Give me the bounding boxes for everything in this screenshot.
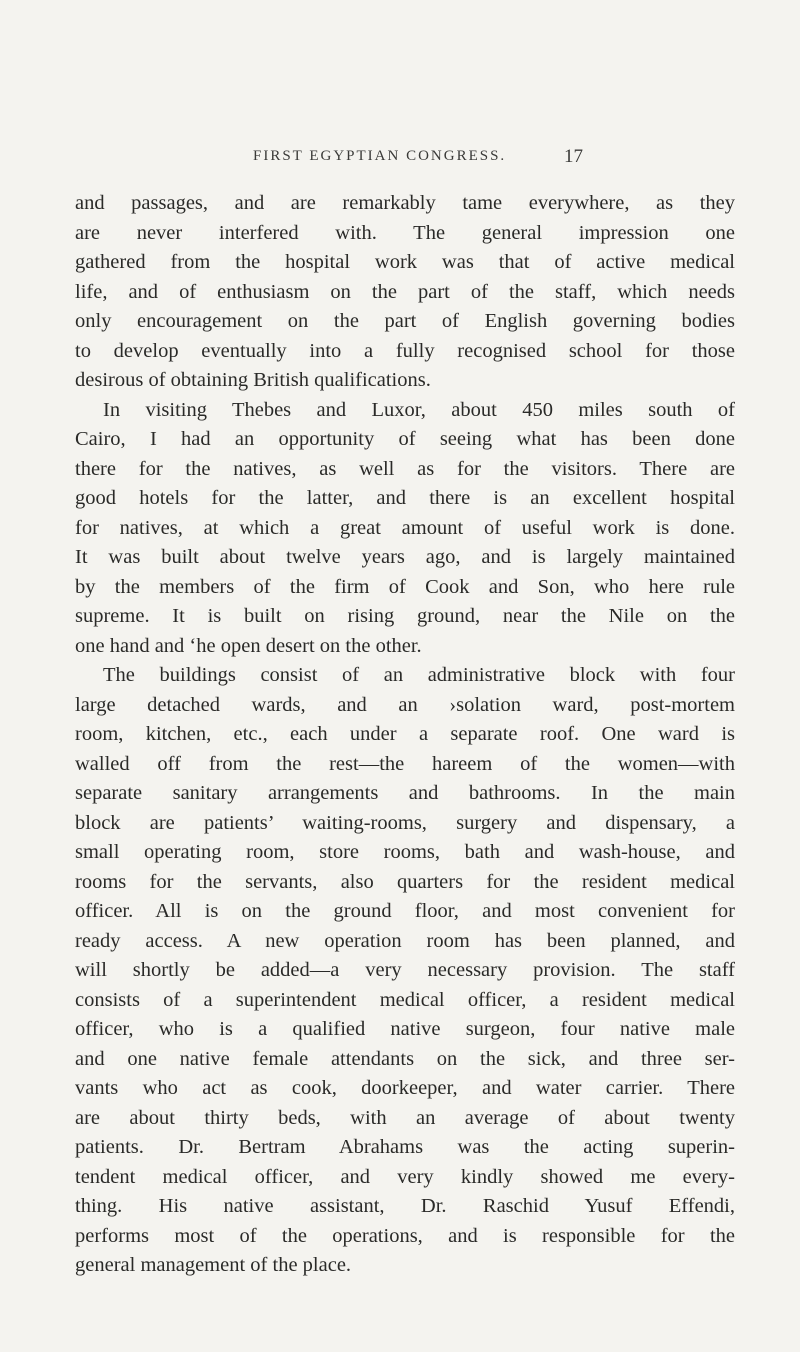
text-line: are about thirty beds, with an average of about twenty (75, 1106, 735, 1129)
text-line: block are patients’ waiting-rooms, surgery and dispensary, a (75, 811, 735, 834)
text-line: are never interfered with. The general impression one (75, 221, 735, 244)
text-line: ready access. A new operation room has been planned, and (75, 929, 735, 952)
text-line: thing. His native assistant, Dr. Raschid Yusuf Effendi, (75, 1195, 735, 1217)
text-line: one hand and ‘he open desert on the other. (75, 634, 422, 657)
text-line: consists of a superintendent medical officer, a resident medical (75, 988, 735, 1011)
text-line: walled off from the rest—the hareem of the women—with (75, 752, 735, 775)
text-line: and one native female attendants on the sick, and three ser- (75, 1047, 735, 1070)
text-line: large detached wards, and an ›solation ward, post-mortem (75, 693, 735, 716)
text-line: gathered from the hospital work was that of active medical (75, 251, 735, 273)
text-line: In visiting Thebes and Luxor, about 450 miles south of (103, 398, 735, 421)
running-title: FIRST EGYPTIAN CONGRESS. (253, 148, 507, 164)
text-line: room, kitchen, etc., each under a separate roof. One ward is (75, 723, 735, 745)
text-line: performs most of the operations, and is responsible for the (75, 1224, 735, 1247)
text-line: by the members of the firm of Cook and Son, who here rule (75, 575, 735, 598)
text-line: supreme. It is built on rising ground, near the Nile on the (75, 605, 735, 627)
text-line: officer, who is a qualified native surgeon, four native male (75, 1018, 735, 1040)
running-header (253, 148, 583, 178)
text-line: officer. All is on the ground floor, and most convenient for (75, 900, 735, 922)
text-line: will shortly be added—a very necessary provision. The staff (75, 959, 735, 981)
text-line: to develop eventually into a fully recognised school for those (75, 339, 735, 362)
text-line: and passages, and are remarkably tame everywhere, as they (75, 192, 735, 214)
page-number: 17 (564, 146, 583, 167)
text-line: desirous of obtaining British qualifications. (75, 369, 431, 391)
text-line: small operating room, store rooms, bath and wash-house, and (75, 841, 735, 863)
text-line: there for the natives, as well as for the visitors. There are (75, 457, 735, 480)
text-line: vants who act as cook, doorkeeper, and water carrier. There (75, 1077, 735, 1099)
body-text (75, 189, 735, 1281)
text-line: rooms for the servants, also quarters for the resident medical (75, 870, 735, 893)
text-line: separate sanitary arrangements and bathrooms. In the main (75, 782, 735, 804)
text-line: It was built about twelve years ago, and is largely maintained (75, 546, 735, 568)
text-line: tendent medical officer, and very kindly showed me every- (75, 1165, 735, 1188)
text-line: for natives, at which a great amount of useful work is done. (75, 516, 735, 539)
text-line: Cairo, I had an opportunity of seeing what has been done (75, 428, 735, 450)
text-line: life, and of enthusiasm on the part of the staff, which needs (75, 280, 735, 303)
text-line: patients. Dr. Bertram Abrahams was the acting superin- (75, 1136, 735, 1158)
text-line: general management of the place. (75, 1254, 352, 1276)
text-line: good hotels for the latter, and there is an excellent hospital (75, 487, 735, 509)
text-line: only encouragement on the part of English governing bodies (75, 310, 735, 332)
text-line: The buildings consist of an administrative block with four (103, 664, 735, 686)
